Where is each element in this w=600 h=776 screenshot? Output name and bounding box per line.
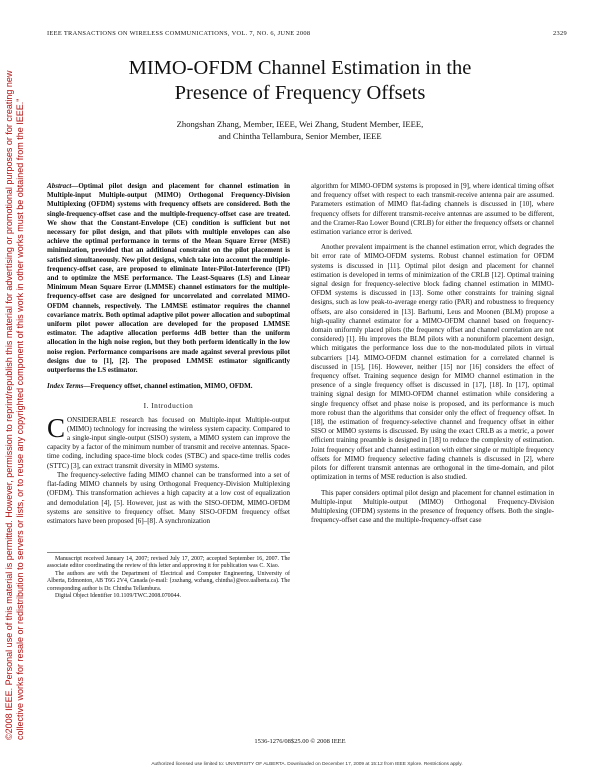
- copyright-notice-line-1: ©2008 IEEE. Personal use of this material is permitted. However, permission to reprint/republish this material for advertising or promotional purposes or for creating new: [4, 70, 14, 740]
- footnote-affiliation: The authors are with the Department of Electrical and Computer Engineering, University of Alberta, Edmonton, AB T6G 2V4, Canada (e-mail: {zszhang, wzhang, chintha}@ece.ualberta.ca). The corresponding author is Dr. Chintha Tellambura.: [47, 570, 290, 592]
- index-terms-label: Index Terms: [47, 382, 84, 391]
- abstract: [47, 182, 290, 375]
- drop-cap: C: [47, 412, 66, 443]
- index-terms: [47, 382, 290, 391]
- intro-paragraph-1: [47, 412, 290, 471]
- author-line-2: and Chintha Tellambura, Senior Member, IEEE: [218, 131, 382, 141]
- abstract-label: Abstract: [47, 182, 72, 190]
- author-list: [40, 118, 560, 142]
- title-line-1: MIMO-OFDM Channel Estimation in the: [128, 57, 472, 79]
- section-heading-introduction: I. Introduction: [143, 401, 194, 411]
- page-number: 2329: [553, 30, 567, 37]
- abstract-text: —Optimal pilot design and placement for channel estimation in Multiple-input Multiple-output (MIMO) Orthogonal Frequency-Division Multiplexing (OFDM) systems with frequency offsets are considered. Both the single-frequency-offset case and the multiple-frequency-offset case are treated. We show that the Constant-Envelope (CE) condition is sufficient but not necessary for pilot design, and that pilots with multiple envelopes can also achieve the optimal performance in terms of the Mean Square Error (MSE) minimization, provided that an additional constraint on the pilot placement is satisfied simultaneously. New pilot designs, which take into account the multiple-frequency-offset case, are proposed to eliminate Inter-Pilot-Interference (IPI) and to optimize the MSE performance. The Least-Squares (LS) and Linear Minimum Mean Square Error (LMMSE) channel estimators for the multiple-frequency-offset case are designed for uncorrelated and correlated MIMO-OFDM channels, respectively. The LMMSE estimator requires the channel covariance matrix. Both optimal adaptive pilot power allocation and suboptimal uniform pilot power allocation are developed for the proposed LMMSE estimator. The adaptive allocation performs 4dB better than the uniform allocation in the high noise region, but they both perform identically in the low noise region. Performance comparisons are made against several previous pilot designs due to [1], [2]. The proposed LMMSE estimator significantly outperforms the LS estimator.: [47, 182, 290, 375]
- copyright-notice-sidebar: [4, 40, 34, 740]
- author-line-1: Zhongshan Zhang, Member, IEEE, Wei Zhang, Student Member, IEEE,: [176, 119, 424, 129]
- title-line-2: Presence of Frequency Offsets: [174, 82, 426, 104]
- right-paragraph-1: algorithm for MIMO-OFDM systems is proposed in [9], where identical timing offset and frequency offset with respect to each transmit-receive antenna pair are assumed. Parameters estimation of MIMO flat-fading channels is discussed in [10], where frequency offsets for different transmit-receive antennas are assumed to be different, and the Cramer-Rao Lower Bound (CRLB) for either the frequency offsets or channel estimation variance error is derived.: [311, 182, 554, 237]
- right-column: [311, 182, 554, 525]
- index-terms-text: —Frequency offset, channel estimation, MIMO, OFDM.: [83, 382, 253, 391]
- copyright-line: 1536-1276/08$25.00 © 2008 IEEE: [254, 738, 346, 745]
- right-paragraph-3: This paper considers optimal pilot design and placement for channel estimation in Multiple-input Multiple-output (MIMO) Orthogonal Frequency-Division Multiplexing (OFDM) systems in the presence of frequency offsets. Both the single-frequency-offset case and the multiple-frequency-offset case: [311, 488, 554, 525]
- footnote-doi: Digital Object Identifier 10.1109/TWC.2008.070044.: [55, 593, 181, 600]
- copyright-notice-line-2: collective works for resale or redistribution to servers or lists, or to reuse any copyrighted component of this work in other works must be obtained from the IEEE.": [15, 98, 25, 740]
- intro-paragraph-2: The frequency-selective fading MIMO channel can be transformed into a set of flat-fading MIMO channels by using Orthogonal Frequency-Division Multiplexing (OFDM). This transformation achieves a high capacity at a low cost of equalization and demodulation [4], [5]. However, just as with the SISO-OFDM, MIMO-OFDM systems are sensitive to frequency offset. Many SISO-OFDM frequency offset estimators have been proposed [6]–[8]. A synchronization: [47, 470, 290, 525]
- running-header: [47, 30, 567, 42]
- right-paragraph-2: Another prevalent impairment is the channel estimation error, which degrades the bit error rate of MIMO-OFDM systems. Robust channel estimation for OFDM systems is discussed in [11]. Optimal pilot design and placement for channel estimation is developed in terms of minimization of the CRLB [12]. Optimal training signal design for frequency-selective block fading channel estimation in MIMO-OFDM systems is discussed in [13]. Some other constraints for training signal designs, such as low peak-to-average energy ratio (PAR) and robustness to frequency offsets, are also considered in [13]. Barhumi, Leus and Moonen (BLM) propose a high-quality channel estimator for a MIMO-OFDM channel based on frequency-domain uniformly placed pilots (the frequency offset and channel correlation are not considered) [1]. Hu improves the BLM pilots with a nonuniform placement design, which mitigates the performance loss due to the non-modulated pilots in virtual subcarriers [14]. MIMO-OFDM channel estimation for a correlated channel is discussed in [15], [16]. However, neither [15] nor [16] considers the effect of frequency offset. Training sequence design for MIMO channel estimation in the presence of a single frequency offset is discussed in [17], [18]. In [17], optimal training signal design for MIMO-OFDM channel estimation while considering a single frequency offset and phase noise is proposed, and its performance is much more robust than the algorithms that consider only the effect of frequency offset. In [18], the estimation of frequency-selective channel and frequency offset in either SISO or MIMO systems is discussed. By using the exact CRLB as a metric, a power efficient training preamble is designed in [18] to reduce the complexity of estimation. Joint frequency offset and channel estimation with either single or multiple frequency offsets for MIMO frequency selective fading channels is discussed in [2], where pilots for different transmit antennas are orthogonal in the time-domain, and pilot optimization in terms of MSE reduction is also studied.: [311, 243, 554, 482]
- footnote-manuscript: Manuscript received January 14, 2007; revised July 17, 2007; accepted September 16, 2007. The associate editor coordinating the review of this letter and approving it for publication was C. Xiao.: [47, 556, 290, 570]
- left-column: [47, 182, 290, 526]
- journal-name: IEEE TRANSACTIONS ON WIRELESS COMMUNICATIONS, VOL. 7, NO. 6, JUNE 2008: [47, 30, 311, 37]
- footnotes: [47, 552, 290, 600]
- intro-paragraph-1-text: ONSIDERABLE research has focused on Multiple-input Multiple-output (MIMO) technology for increasing the wireless system capacity. Compared to a single-input single-output (SISO) system, a MIMO system can improve the capacity by a factor of the minimum number of transmit and receive antennas. Space-time coding, including space-time block codes (STBC) and space-time trellis codes (STTC) [3], can extract transmit diversity in MIMO systems.: [47, 415, 290, 470]
- download-notice: Authorized licensed use limited to: UNIVERSITY OF ALBERTA. Downloaded on December 17, 2009 at 15:12 from IEEE Xplore. Restrictions apply.: [151, 762, 463, 767]
- paper-title: [40, 56, 560, 106]
